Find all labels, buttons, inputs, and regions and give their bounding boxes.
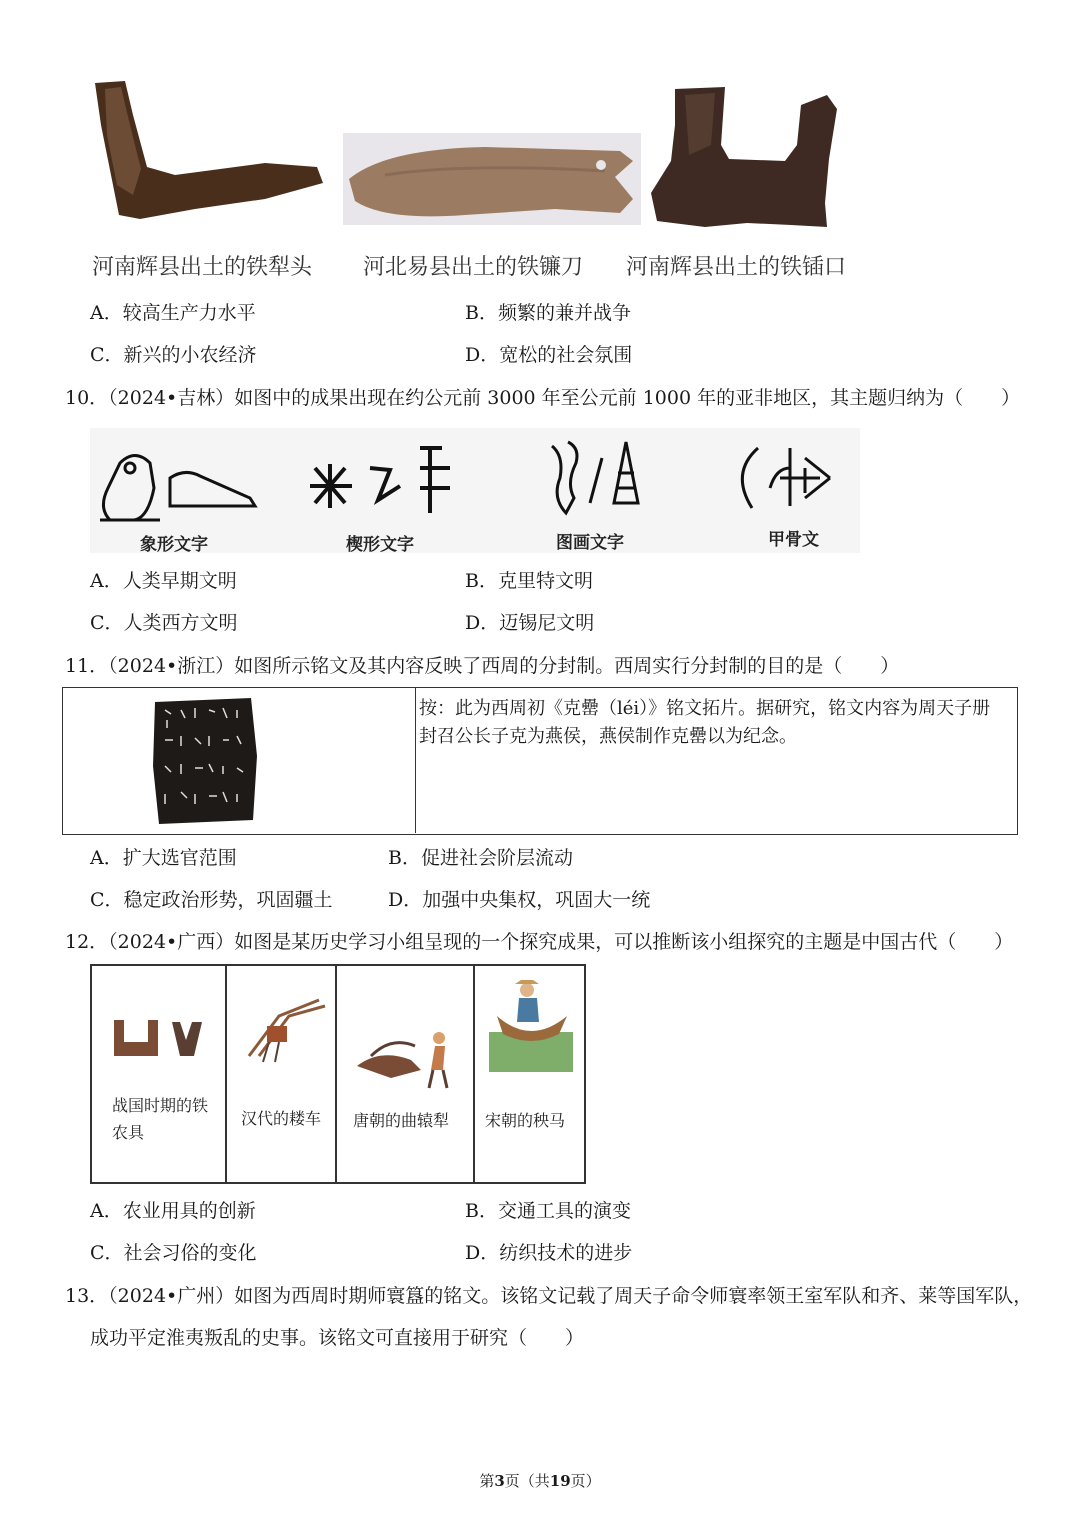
q10-stem: 10．（2024•吉林）如图中的成果出现在约公元前 3000 年至公元前 1000 年的亚非地区，其主题归纳为（ ） — [65, 387, 1021, 409]
q12-option-b[interactable]: B．交通工具的演变 — [465, 1200, 631, 1222]
q13-stem-line-1: 13．（2024•广州）如图为西周时期师寰簋的铭文。该铭文记载了周天子命令师寰率领王室军队和齐、莱等国军队， — [65, 1285, 1033, 1307]
iron-tools-figure — [85, 75, 875, 240]
q12-cell-iron-tools — [92, 966, 227, 1184]
current-page: 3 — [494, 1472, 505, 1490]
q11-note — [419, 695, 990, 751]
hieroglyph-image — [100, 456, 255, 521]
q12-cell-label-3: 唐朝的曲辕犁 — [353, 1111, 450, 1130]
q11-option-c[interactable]: C．稳定政治形势，巩固疆土 — [90, 889, 333, 911]
q11-note-line-2: 封召公长子克为燕侯，燕侯制作克罍以为纪念。 — [419, 726, 797, 747]
q11-option-b[interactable]: B．促进社会阶层流动 — [388, 847, 573, 869]
seed-drill-icon — [239, 996, 329, 1066]
q10-option-d[interactable]: D．迈锡尼文明 — [465, 612, 595, 634]
q12-option-a[interactable]: A．农业用具的创新 — [90, 1200, 256, 1222]
iron-tools-icon — [110, 1016, 210, 1066]
inscription-rubbing-image — [151, 696, 259, 826]
caption-spade: 河南辉县出土的铁锸口 — [626, 255, 847, 280]
q12-cell-plough — [337, 966, 475, 1184]
q12-stem: 12．（2024•广西）如图是某历史学习小组呈现的一个探究成果，可以推断该小组探究的主题是中国古代（ ） — [65, 931, 1014, 953]
caption-sickle: 河北易县出土的铁镰刀 — [363, 255, 584, 280]
iron-plough-head-image — [95, 81, 323, 219]
caption-plough: 河南辉县出土的铁犁头 — [92, 255, 313, 280]
script-label-cuneiform: 楔形文字 — [346, 535, 414, 555]
q12-cell-label-2: 汉代的耧车 — [241, 1109, 322, 1128]
q12-option-c[interactable]: C．社会习俗的变化 — [90, 1242, 257, 1264]
rice-seedling-horse-icon — [487, 976, 575, 1076]
q9-option-a[interactable]: A．较高生产力水平 — [90, 302, 256, 324]
q11-stem: 11．（2024•浙江）如图所示铭文及其内容反映了西周的分封制。西周实行分封制的目的是（ ） — [65, 655, 900, 677]
q12-option-d[interactable]: D．纺织技术的进步 — [465, 1242, 633, 1264]
script-label-oracle-bone: 甲骨文 — [768, 530, 819, 550]
q13-stem-line-2: 成功平定淮夷叛乱的史事。该铭文可直接用于研究（ ） — [90, 1327, 585, 1349]
q10-option-a[interactable]: A．人类早期文明 — [90, 570, 237, 592]
q11-note-line-1: 按：此为西周初《克罍（léi）》铭文拓片。据研究，铭文内容为周天子册 — [419, 698, 991, 719]
total-pages: 19 — [549, 1472, 571, 1490]
q10-option-c[interactable]: C．人类西方文明 — [90, 612, 238, 634]
iron-spade-mouth-image — [651, 87, 837, 227]
q9-option-d[interactable]: D．宽松的社会氛围 — [465, 344, 633, 366]
page-footer: 第3页（共19页） — [479, 1472, 601, 1490]
cuneiform-image — [310, 448, 450, 513]
script-label-pictograph: 图画文字 — [556, 533, 624, 553]
q10-option-b[interactable]: B．克里特文明 — [465, 570, 593, 592]
pictograph-image — [552, 442, 638, 513]
q11-table — [62, 687, 1018, 835]
q9-option-c[interactable]: C．新兴的小农经济 — [90, 344, 257, 366]
q12-cell-rice-horse — [475, 966, 584, 1184]
curved-plough-icon — [351, 1026, 461, 1092]
q9-option-b[interactable]: B．频繁的兼并战争 — [465, 302, 631, 324]
q11-rubbing-cell — [63, 688, 416, 833]
q11-option-a[interactable]: A．扩大选官范围 — [90, 847, 237, 869]
q12-panel — [90, 964, 586, 1184]
oracle-bone-image — [742, 448, 830, 508]
script-label-hieroglyph: 象形文字 — [140, 535, 208, 555]
q12-cell-label-1: 战国时期的铁 农具 — [112, 1096, 209, 1142]
q12-cell-label-4: 宋朝的秧马 — [485, 1111, 566, 1130]
q11-option-d[interactable]: D．加强中央集权，巩固大一统 — [388, 889, 651, 911]
iron-sickle-image — [343, 133, 641, 225]
q12-cell-seed-drill — [227, 966, 337, 1184]
